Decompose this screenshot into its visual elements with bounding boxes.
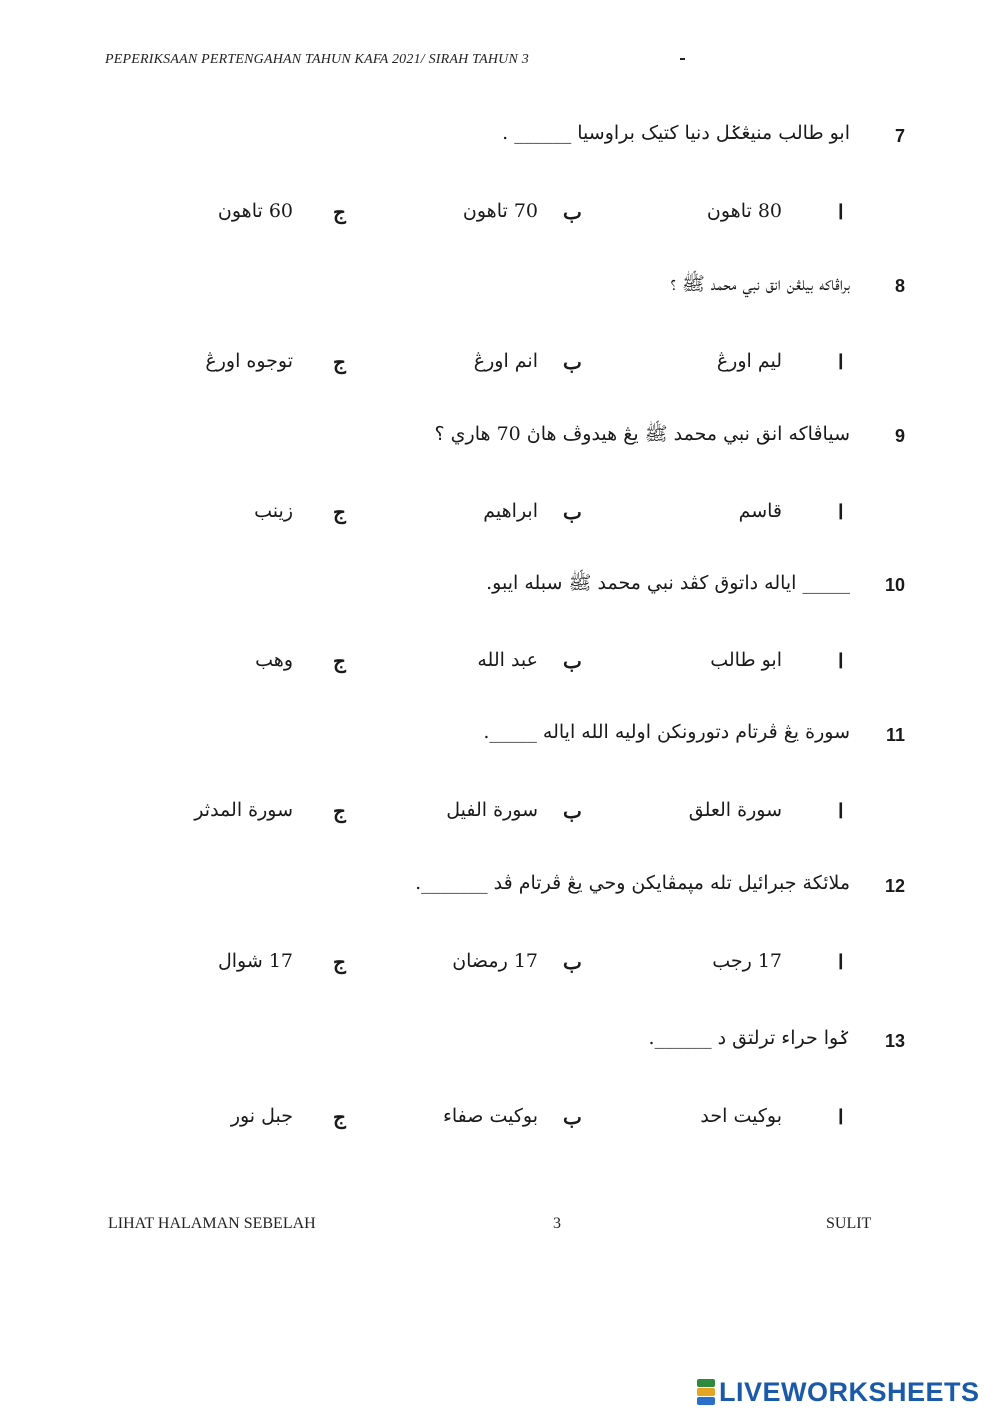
question-10-options [0, 649, 1000, 689]
question-9-options [0, 500, 1000, 540]
option-answer[interactable]: سورة العلق [688, 799, 782, 821]
option-answer[interactable]: بوكيت احد [700, 1105, 782, 1127]
option-answer[interactable]: وهب [255, 649, 293, 671]
question-12-options [0, 950, 1000, 990]
option-letter: ج [333, 1105, 346, 1129]
footer-next-page: LIHAT HALAMAN SEBELAH [108, 1215, 316, 1232]
option-letter: ب [563, 799, 582, 823]
option-letter: ب [563, 1105, 582, 1129]
question-number: 11 [885, 725, 905, 745]
footer-page-number: 3 [553, 1215, 561, 1232]
option-answer[interactable]: ابو طالب [710, 649, 782, 671]
option-letter: ا [838, 500, 844, 524]
exam-header: PEPERIKSAAN PERTENGAHAN TAHUN KAFA 2021/ SIRAH TAHUN 3 [105, 52, 529, 67]
option-letter: ج [333, 649, 346, 673]
option-answer[interactable]: زينب [254, 500, 293, 522]
question-13-options [0, 1105, 1000, 1145]
question-text: ابو طالب منيڠݢل دنيا كتيک براوسيا ______ . [502, 122, 850, 144]
option-letter: ب [563, 500, 582, 524]
question-7-options [0, 200, 1000, 240]
question-number: 7 [894, 126, 905, 146]
option-answer[interactable]: 17 شوال [217, 950, 293, 972]
option-answer[interactable]: جبل نور [230, 1105, 293, 1127]
option-answer[interactable]: قاسم [738, 500, 782, 522]
option-answer[interactable]: 80 تاهون [706, 200, 782, 222]
option-letter: ا [838, 1105, 844, 1129]
question-8 [145, 273, 905, 316]
option-answer[interactable]: عبد الله [477, 649, 538, 671]
option-letter: ج [333, 799, 346, 823]
option-letter: ا [838, 200, 844, 224]
option-answer[interactable]: 60 تاهون [217, 200, 293, 222]
option-letter: ا [838, 799, 844, 823]
question-7 [145, 122, 905, 166]
question-12 [145, 872, 905, 916]
option-answer[interactable]: 70 تاهون [462, 200, 538, 222]
question-number: 10 [884, 575, 905, 595]
option-letter: ب [563, 350, 582, 374]
option-answer[interactable]: ليم اورڠ [716, 350, 782, 372]
question-text: ݢوا حراء ترلتق د ______. [648, 1027, 850, 1049]
question-text: براڤاكه بيلڠن انق نبي محمد ﷺ ؟ [670, 273, 850, 295]
liveworksheets-logo-text: LIVEWORKSHEETS [719, 1376, 980, 1407]
option-answer[interactable]: انم اورڠ [473, 350, 538, 372]
option-letter: ب [563, 649, 582, 673]
option-answer[interactable]: توجوه اورڠ [205, 350, 293, 372]
question-number: 13 [884, 1031, 905, 1051]
question-text: _____ اياله داتوق كڤد نبي محمد ﷺ سبله ايبو. [486, 572, 850, 594]
question-11-options [0, 799, 1000, 839]
option-answer[interactable]: سورة الفيل [446, 799, 538, 821]
question-number: 9 [894, 426, 905, 446]
question-number: 12 [884, 876, 905, 896]
question-number: 8 [894, 276, 905, 296]
question-11 [145, 721, 905, 765]
question-text: سياڤاكه انق نبي محمد ﷺ يڠ هيدوڤ هاڽ 70 هاري ؟ [434, 423, 850, 445]
option-letter: ب [563, 200, 582, 224]
option-letter: ا [838, 950, 844, 974]
question-8-options [0, 350, 1000, 390]
header-mark [680, 58, 685, 60]
option-answer[interactable]: سورة المدثر [194, 799, 293, 821]
option-answer[interactable]: بوكيت صفاء [442, 1105, 538, 1127]
option-letter: ج [333, 200, 346, 224]
option-answer[interactable]: 17 رمضان [452, 950, 538, 972]
option-letter: ا [838, 649, 844, 673]
question-text: سورة يڠ ڤرتام دتورونكن اوليه الله اياله _____. [483, 721, 850, 743]
question-9 [145, 423, 905, 466]
option-letter: ج [333, 950, 346, 974]
liveworksheets-logo-icon [697, 1379, 715, 1405]
question-10 [145, 572, 905, 615]
liveworksheets-logo[interactable] [697, 1377, 980, 1407]
option-letter: ا [838, 350, 844, 374]
question-text: ملائكة جبرائيل تله مپمڤايكن وحي يڠ ڤرتام ڤد _______. [415, 872, 850, 894]
footer-confidential: SULIT [826, 1215, 872, 1232]
option-letter: ج [333, 500, 346, 524]
option-letter: ج [333, 350, 346, 374]
question-13 [145, 1027, 905, 1071]
option-answer[interactable]: 17 رجب [712, 950, 782, 972]
option-letter: ب [563, 950, 582, 974]
option-answer[interactable]: ابراهيم [483, 500, 538, 522]
